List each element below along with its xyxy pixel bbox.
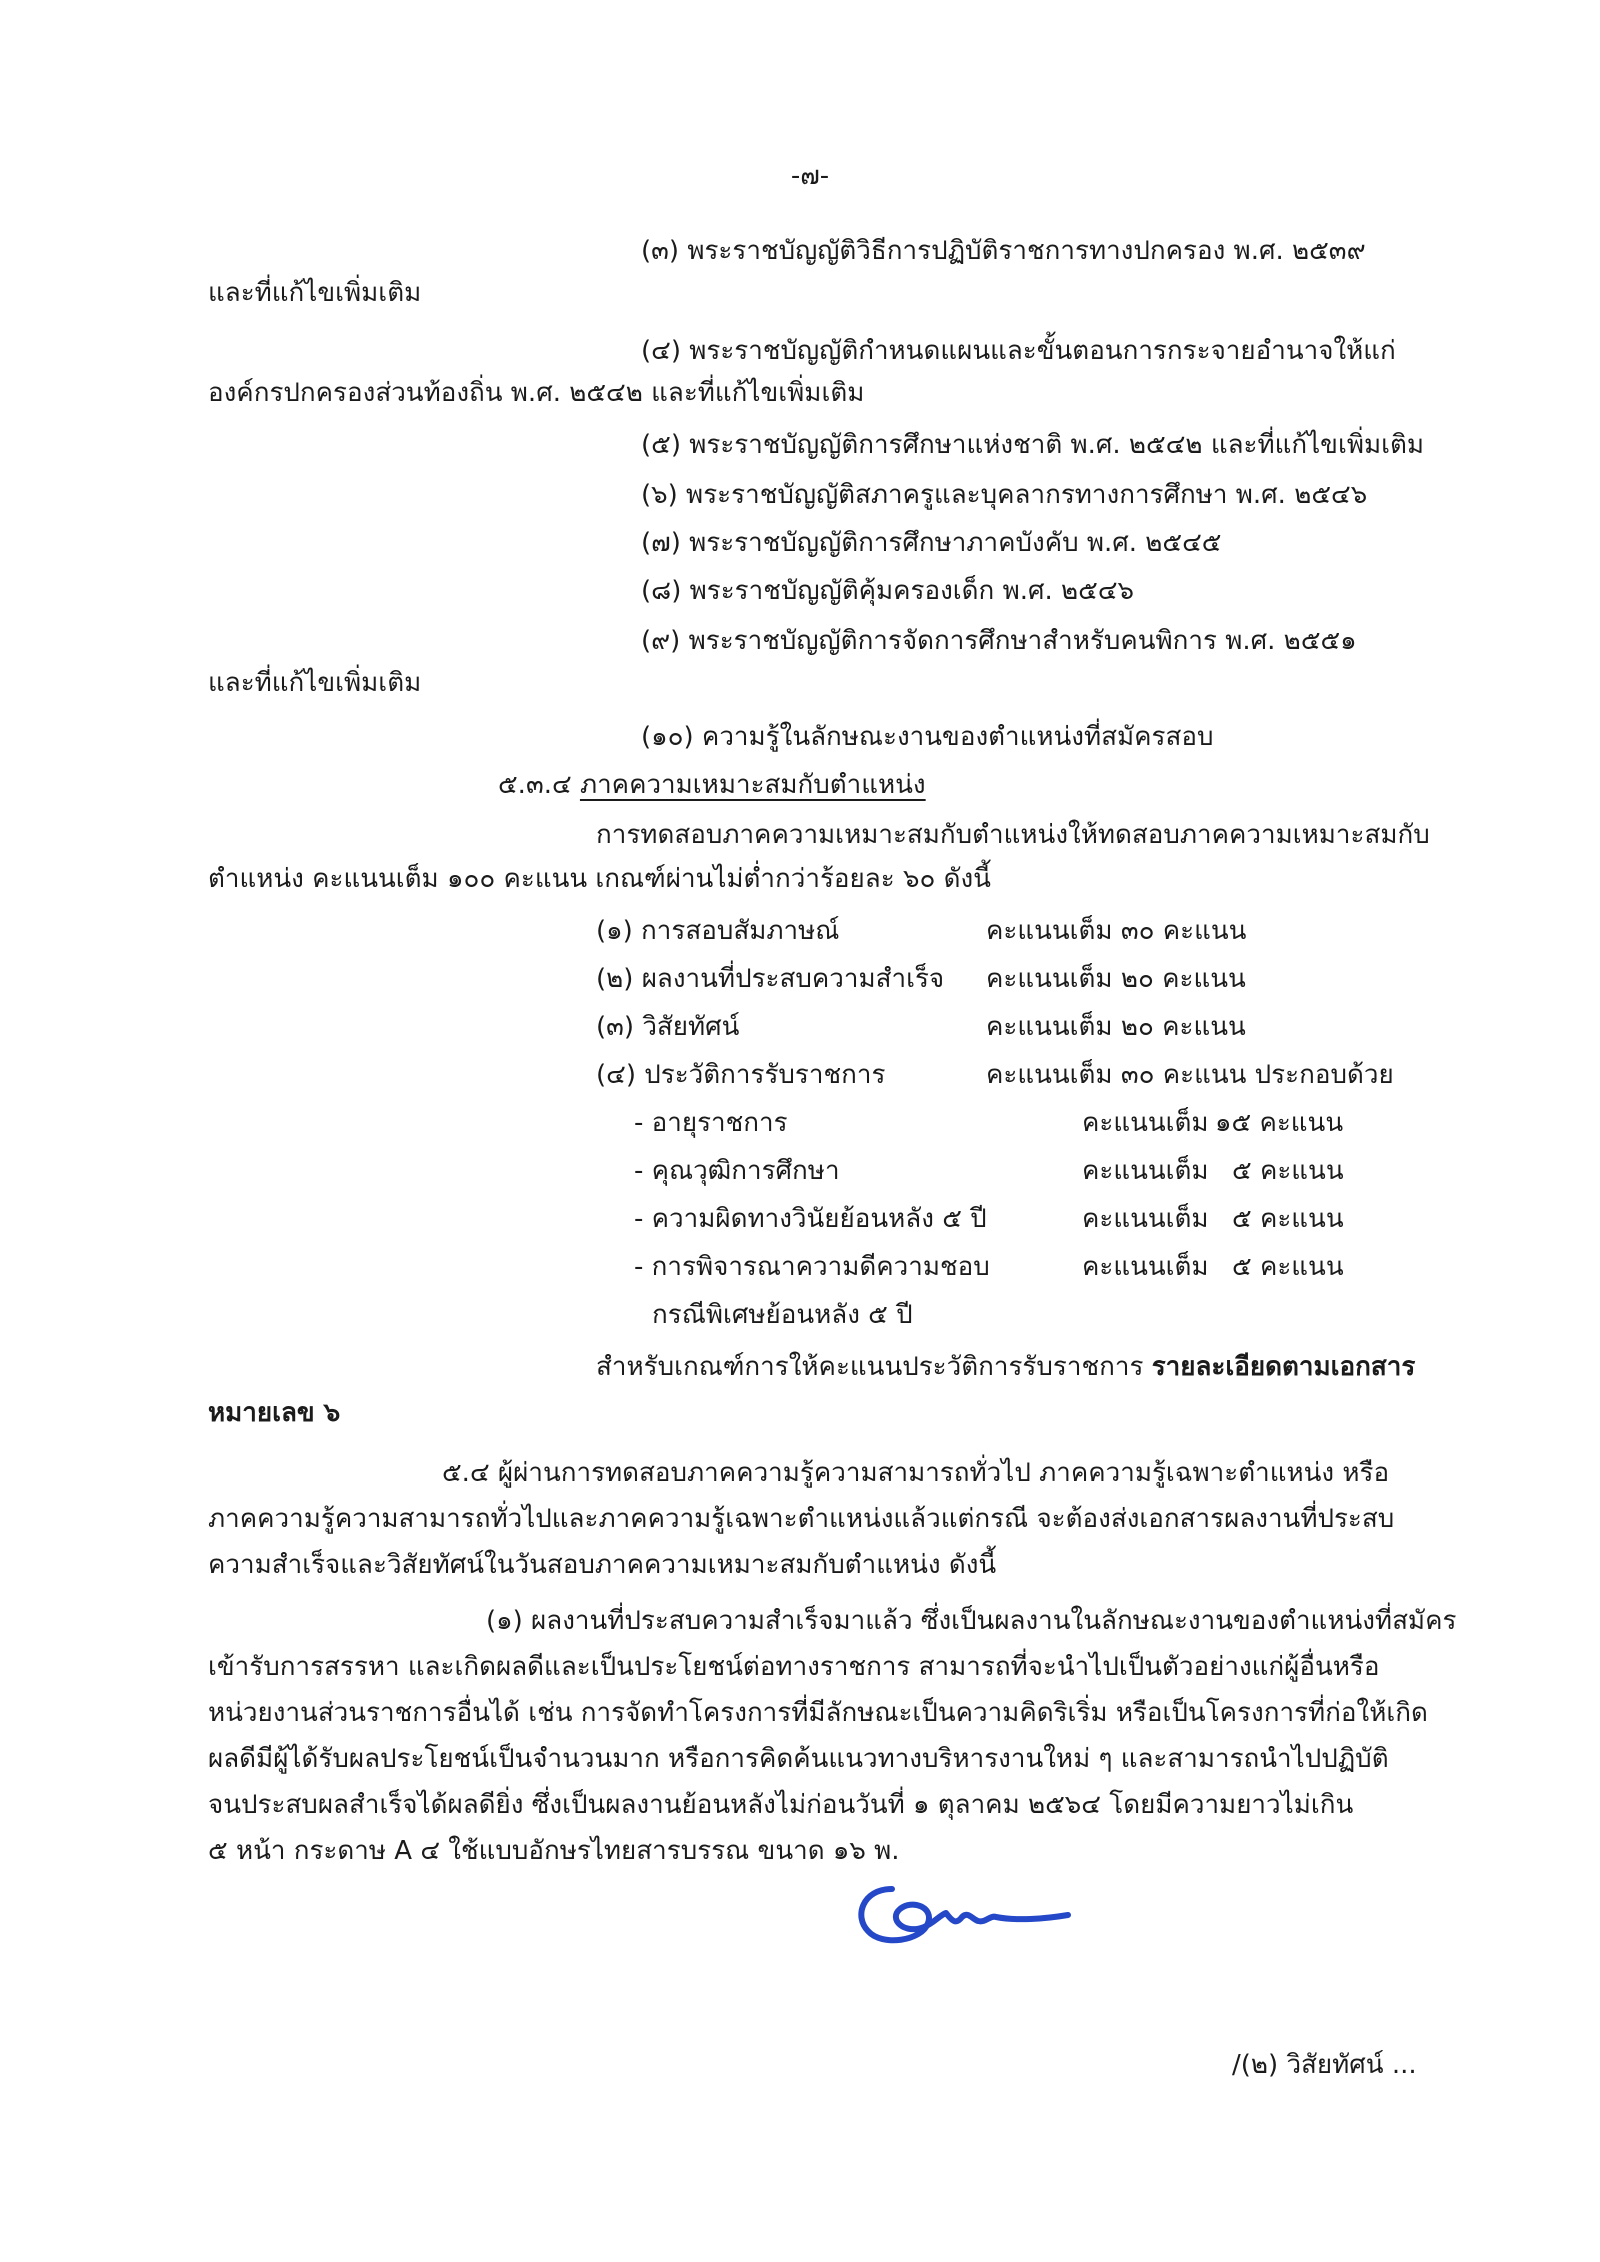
sub-criteria-score-3a: คะแนนเต็ม <box>1082 1204 1209 1234</box>
act-item-9-continuation: และที่แก้ไขเพิ่มเติม <box>208 668 422 698</box>
item-1-line3: หน่วยงานส่วนราชการอื่นได้ เช่น การจัดทำโครงการที่มีลักษณะเป็นความคิดริเริ่ม หรือเป็นโครงการที่ก่อให้เกิด <box>208 1698 1428 1728</box>
act-item-3: (๓) พระราชบัญญัติวิธีการปฏิบัติราชการทางปกครอง พ.ศ. ๒๕๓๙ <box>641 236 1366 266</box>
sub-criteria-score-4b: ๕ คะแนน <box>1232 1252 1344 1282</box>
criteria-label-3: (๓) วิสัยทัศน์ <box>596 1012 740 1042</box>
sub-criteria-score-2a: คะแนนเต็ม <box>1082 1156 1209 1186</box>
sub-criteria-score-2b: ๕ คะแนน <box>1232 1156 1344 1186</box>
section-534-heading <box>498 772 926 798</box>
section-534-number: ๕.๓.๔ <box>498 770 572 800</box>
sub-criteria-label-4-continuation: กรณีพิเศษย้อนหลัง ๕ ปี <box>652 1300 913 1330</box>
item-1-line2: เข้ารับการสรรหา และเกิดผลดีและเป็นประโยชน์ต่อทางราชการ สามารถที่จะนำไปเป็นตัวอย่างแก่ผู้อื่นหรือ <box>208 1652 1380 1682</box>
section-534-intro-line2: ตำแหน่ง คะแนนเต็ม ๑๐๐ คะแนน เกณฑ์ผ่านไม่ต่ำกว่าร้อยละ ๖๐ ดังนี้ <box>208 864 991 894</box>
criteria-score-2: คะแนนเต็ม ๒๐ คะแนน <box>986 964 1246 994</box>
section-534-note-bold: รายละเอียดตามเอกสาร <box>1151 1352 1416 1382</box>
sub-criteria-label-3: - ความผิดทางวินัยย้อนหลัง ๕ ปี <box>634 1204 987 1234</box>
section-54-line2: ภาคความรู้ความสามารถทั่วไปและภาคความรู้เฉพาะตำแหน่งแล้วแต่กรณี จะต้องส่งเอกสารผลงานที่ประสบ <box>208 1504 1395 1534</box>
footer-continuation: /(๒) วิสัยทัศน์ ... <box>1232 2050 1417 2080</box>
sub-criteria-score-3b: ๕ คะแนน <box>1232 1204 1344 1234</box>
act-item-4-continuation: องค์กรปกครองส่วนท้องถิ่น พ.ศ. ๒๕๔๒ และที่แก้ไขเพิ่มเติม <box>208 378 865 408</box>
act-item-9: (๙) พระราชบัญญัติการจัดการศึกษาสำหรับคนพิการ พ.ศ. ๒๕๕๑ <box>641 626 1357 656</box>
sub-criteria-label-4: - การพิจารณาความดีความชอบ <box>634 1252 990 1282</box>
act-item-7: (๗) พระราชบัญญัติการศึกษาภาคบังคับ พ.ศ. ๒๕๔๕ <box>641 528 1222 558</box>
section-534-note-text: สำหรับเกณฑ์การให้คะแนนประวัติการรับราชการ <box>596 1352 1144 1382</box>
act-item-6: (๖) พระราชบัญญัติสภาครูและบุคลากรทางการศึกษา พ.ศ. ๒๕๔๖ <box>641 480 1368 510</box>
signature-icon <box>848 1875 1078 1965</box>
act-item-4: (๔) พระราชบัญญัติกำหนดแผนและขั้นตอนการกระจายอำนาจให้แก่ <box>641 336 1396 366</box>
page-number: -๗- <box>790 161 830 191</box>
item-1-line5: จนประสบผลสำเร็จได้ผลดียิ่ง ซึ่งเป็นผลงานย้อนหลังไม่ก่อนวันที่ ๑ ตุลาคม ๒๕๖๔ โดยมีความยาวไม่เกิน <box>208 1790 1354 1820</box>
criteria-label-4: (๔) ประวัติการรับราชการ <box>596 1060 886 1090</box>
criteria-score-1: คะแนนเต็ม ๓๐ คะแนน <box>986 916 1247 946</box>
criteria-label-1: (๑) การสอบสัมภาษณ์ <box>596 916 840 946</box>
section-534-intro-line1: การทดสอบภาคความเหมาะสมกับตำแหน่งให้ทดสอบภาคความเหมาะสมกับ <box>596 820 1430 850</box>
section-534-note-bold-cont: หมายเลข ๖ <box>208 1398 341 1428</box>
criteria-label-2: (๒) ผลงานที่ประสบความสำเร็จ <box>596 964 945 994</box>
item-1-line1: (๑) ผลงานที่ประสบความสำเร็จมาแล้ว ซึ่งเป็นผลงานในลักษณะงานของตำแหน่งที่สมัคร <box>486 1606 1457 1636</box>
item-1-line6: ๕ หน้า กระดาษ A ๔ ใช้แบบอักษรไทยสารบรรณ ขนาด ๑๖ พ. <box>208 1836 900 1866</box>
item-1-line4: ผลดีมีผู้ได้รับผลประโยชน์เป็นจำนวนมาก หรือการคิดค้นแนวทางบริหารงานใหม่ ๆ และสามารถนำไปปฏิบัติ <box>208 1744 1389 1774</box>
section-534-note <box>596 1354 1415 1380</box>
act-item-3-continuation: และที่แก้ไขเพิ่มเติม <box>208 278 422 308</box>
sub-criteria-score-1b: ๑๕ คะแนน <box>1215 1108 1344 1138</box>
sub-criteria-label-1: - อายุราชการ <box>634 1108 788 1138</box>
act-item-5: (๕) พระราชบัญญัติการศึกษาแห่งชาติ พ.ศ. ๒๕๔๒ และที่แก้ไขเพิ่มเติม <box>641 430 1425 460</box>
sub-criteria-label-2: - คุณวุฒิการศึกษา <box>634 1156 840 1186</box>
section-534-title: ภาคความเหมาะสมกับตำแหน่ง <box>579 770 926 800</box>
section-54-line1: ๕.๔ ผู้ผ่านการทดสอบภาคความรู้ความสามารถทั่วไป ภาคความรู้เฉพาะตำแหน่ง หรือ <box>442 1458 1390 1488</box>
section-54-line3: ความสำเร็จและวิสัยทัศน์ในวันสอบภาคความเหมาะสมกับตำแหน่ง ดังนี้ <box>208 1550 997 1580</box>
sub-criteria-score-1a: คะแนนเต็ม <box>1082 1108 1209 1138</box>
criteria-score-3: คะแนนเต็ม ๒๐ คะแนน <box>986 1012 1246 1042</box>
act-item-10: (๑๐) ความรู้ในลักษณะงานของตำแหน่งที่สมัครสอบ <box>641 722 1214 752</box>
criteria-score-4: คะแนนเต็ม ๓๐ คะแนน ประกอบด้วย <box>986 1060 1394 1090</box>
act-item-8: (๘) พระราชบัญญัติคุ้มครองเด็ก พ.ศ. ๒๕๔๖ <box>641 576 1134 606</box>
sub-criteria-score-4a: คะแนนเต็ม <box>1082 1252 1209 1282</box>
